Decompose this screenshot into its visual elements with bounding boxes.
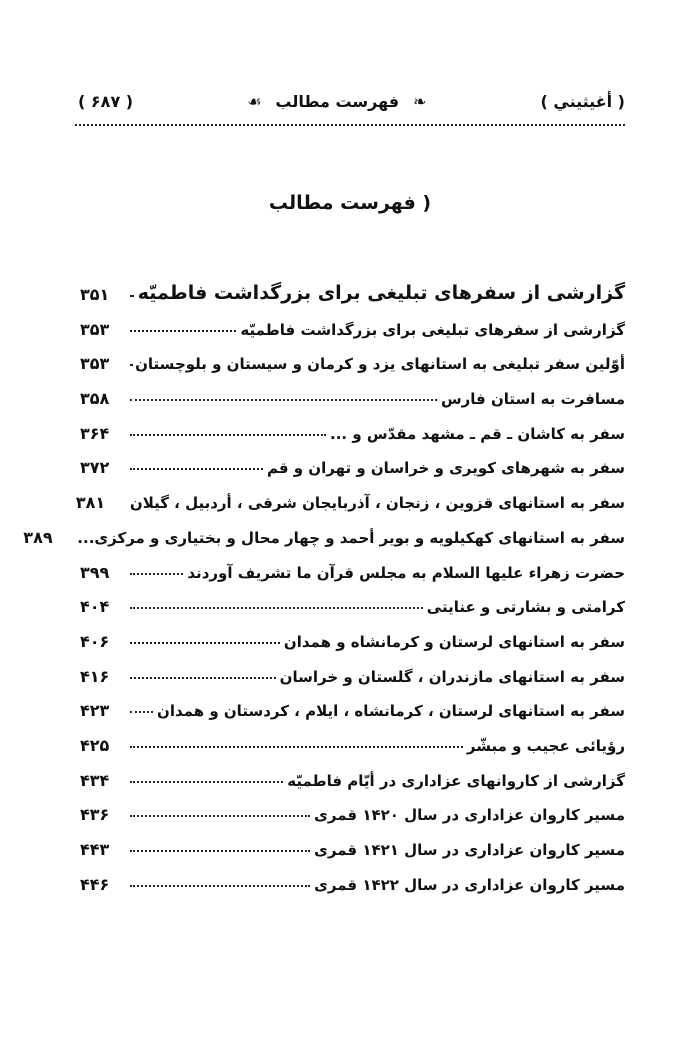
dot-leader [130,642,280,644]
section-title: فهرست مطالب [275,91,400,111]
toc-entry [80,616,625,651]
toc-entry [80,859,625,894]
dot-leader [130,330,236,332]
section-title-group [247,92,426,111]
toc-entry-title: سفر به استانهای لرستان ، کرمانشاه ، ایلام ، کردستان و همدان [157,702,625,721]
toc-entry [75,477,625,513]
toc-entry-title: رؤیائی عجیب و مبشّر [466,736,625,755]
header-divider [75,124,625,126]
toc-entry [80,720,625,755]
toc-entry-page: ۴۲۵ [80,735,110,755]
toc-entry-title: سفر به استانهای قزوین ، زنجان ، آذربایجان شرقی ، أردبیل ، گیلان [129,494,625,513]
toc-entry-page: ۳۹۹ [80,562,110,582]
toc-entry [80,755,625,790]
dot-leader [130,746,463,748]
dot-leader [130,781,283,783]
toc-entry [80,582,625,617]
toc-entry-page: ۴۴۳ [80,840,110,859]
toc-entry [80,651,625,686]
toc-entry-title: گزارشی از سفرهای تبلیغی برای بزرگداشت فاطمیّه [137,282,625,304]
toc-entry-title: سفر به کاشان ـ قم ـ مشهد مقدّس و ... [330,424,625,443]
toc-entry-title: مسیر کاروان عزاداری در سال ۱۴۲۱ قمری [314,841,625,859]
toc-entry-title: گزارشی از سفرهای تبلیغی برای بزرگداشت فاطمیّه [240,320,625,339]
toc-entry-title: سفر به استانهای مازندران ، گلستان و خراسان [279,667,625,686]
dot-leader [130,434,326,436]
toc-entry-page: ۴۰۴ [80,597,110,617]
toc-entry-title: سفر به شهرهای کویری و خراسان و تهران و قم [266,459,625,478]
toc-entry-page: ۳۵۱ [80,285,110,304]
toc-entry-page: ۳۵۳ [80,354,110,374]
toc-entry-page: ۳۸۱ [75,493,106,513]
page-number: ( ۶۸۷ ) [78,91,134,111]
page-title: ( فهرست مطالب [268,192,432,214]
table-of-contents [23,258,625,894]
toc-entry-page: ۴۱۶ [80,666,110,686]
ornament-icon: ☙ [247,91,262,111]
toc-entry-page: ۴۴۶ [80,874,110,894]
toc-entry [80,373,625,408]
dot-leader [130,399,437,401]
toc-entry-title: سفر به استانهای لرستان و کرمانشاه و همدان [283,632,625,651]
book-title: ( أغيثيني ) [540,91,625,111]
running-header [78,88,625,114]
toc-entry-title: گزارشی از کاروانهای عزاداری در أیّام فاطمیّه [287,771,625,790]
dot-leader [130,607,423,609]
dot-leader [130,711,153,713]
toc-entry-title: سفر به استانهای کهکیلویه و بویر أحمد و چهار محال و بختیاری و مرکزی... [77,528,625,547]
toc-entry-title: مسافرت به استان فارس [440,390,625,409]
dot-leader [130,850,310,852]
toc-entry-page: ۳۵۸ [80,389,110,409]
toc-entry-page: ۴۳۶ [80,805,110,825]
toc-entry-page: ۳۸۹ [23,527,53,547]
toc-entry [80,824,625,859]
toc-entry-title: مسیر کاروان عزاداری در سال ۱۴۲۲ قمری [314,875,625,894]
toc-entry-page: ۳۵۳ [80,319,110,339]
toc-entry [80,304,625,339]
toc-entry [80,339,625,374]
toc-entry-title: أوّلین سفر تبلیغی به استانهای یزد و کرمان و سیستان و بلوچستان [135,355,625,374]
toc-entry-page: ۴۰۶ [80,631,110,651]
toc-entry [80,790,625,825]
dot-leader [130,815,310,817]
toc-entry [23,512,625,547]
toc-entry [80,258,625,304]
dot-leader [130,885,310,887]
toc-entry [80,547,625,582]
toc-entry-title: مسیر کاروان عزاداری در سال ۱۴۲۰ قمری [314,806,625,825]
dot-leader [130,364,131,366]
toc-entry-page: ۴۳۴ [80,770,110,790]
ornament-icon: ❧ [413,91,427,111]
toc-entry-title: کرامتی و بشارتی و عنایتی [426,598,625,617]
dot-leader [130,573,183,575]
toc-entry-page: ۳۷۲ [80,458,110,478]
toc-entry [80,443,625,478]
toc-entry-page: ۴۲۳ [80,701,110,721]
dot-leader [130,295,134,297]
dot-leader [130,468,263,470]
toc-entry [80,686,625,721]
toc-entry [80,408,625,443]
toc-entry-page: ۳۶۴ [80,423,110,443]
dot-leader [130,677,276,679]
toc-entry-title: حضرت زهراء عليها السلام به مجلس قرآن ما تشریف آوردند [187,563,625,582]
